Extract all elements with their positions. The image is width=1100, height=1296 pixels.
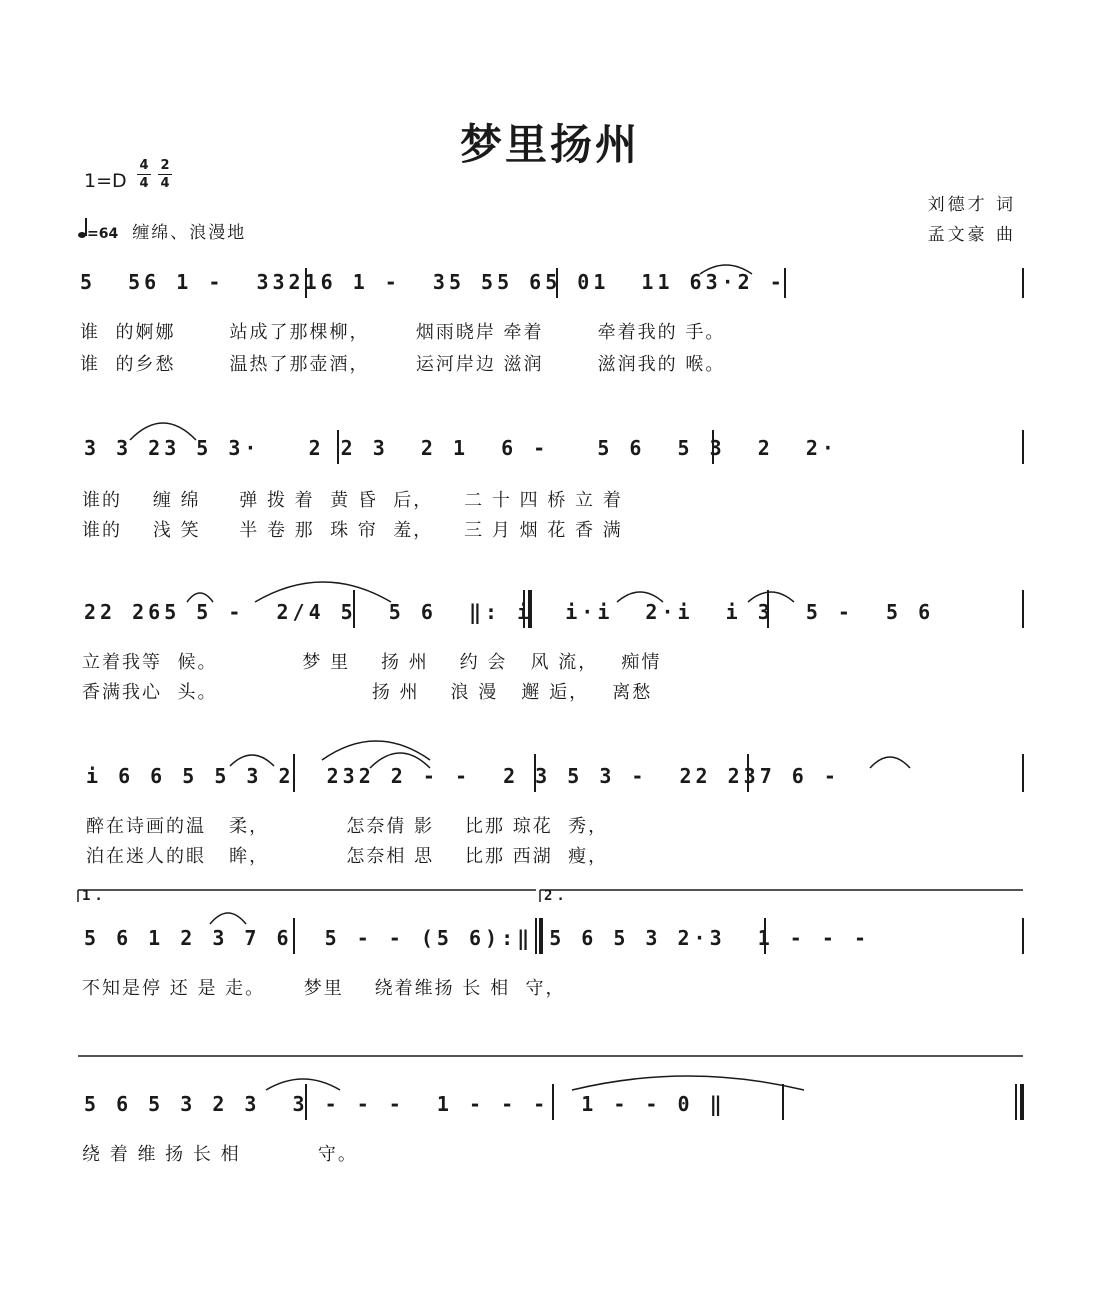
score-system-5 [0,888,1100,998]
lyric-verse-1: 谁的 缠 绵 弹 拨 着 黄 昏 后， 二 十 四 桥 立 着 [82,490,623,511]
notation-line: 5 6 5 3 2 3 3 - - - 1 - - - 1 - - 0 ‖ [84,1092,726,1116]
quarter-note-icon [78,232,86,238]
lyric-verse-1: 绕 着 维 扬 长 相 守。 [82,1144,358,1165]
score-system-2 [0,434,1100,544]
lyric-verse-2: 泊在迷人的眼 眸， 怎奈相 思 比那 西湖 瘦， [86,846,609,867]
score-system-3 [0,598,1100,708]
composer-credit: 孟文豪 曲 [927,225,1016,245]
lyric-verse-2: 谁 的乡愁 温热了那壶酒， 运河岸边 滋润 滋润我的 喉。 [80,354,726,375]
expression-text: 缠绵、浪漫地 [132,223,247,243]
lyric-verse-1: 谁 的婀娜 站成了那棵柳， 烟雨晓岸 牵着 牵着我的 手。 [80,322,726,343]
lyric-verse-2: 谁的 浅 笑 半 卷 那 珠 帘 羞， 三 月 烟 花 香 满 [82,520,623,541]
notation-line: i 6 6 5 5 3 2 232 2 - - 2 3 5 3 - 22 237 6 - [86,764,840,788]
tempo-marking: =64 缠绵、浪漫地 [78,218,246,243]
lyric-verse-1: 不知是停 还 是 走。 梦里 绕着维扬 长 相 守， [82,978,566,999]
time-signature: 4 4 [137,158,151,191]
volta-1-label: 1. [82,888,107,904]
notation-line: 3 3 23 5 3· 2 2 3 2 1 6 - 5 6 5 3 2 2· [84,436,838,460]
score-system-4 [0,762,1100,872]
lyric-verse-1: 醉在诗画的温 柔， 怎奈倩 影 比那 琼花 秀， [86,816,609,837]
notation-line: 22 265 5 - 2/4 5 5 6 ‖: i i·i 2·i i 3 5 - 5 6 [84,600,935,624]
lyric-verse-2: 香满我心 头。 扬 州 浪 漫 邂 逅， 离愁 [82,682,653,703]
lyric-verse-1: 立着我等 候。 梦 里 扬 州 约 会 风 流， 痴情 [82,652,662,673]
notation-line: 5 6 1 2 3 7 6 5 - - (5 6):‖ 5 6 5 3 2·3 1 - - - [84,926,871,950]
score-system-6 [0,1054,1100,1164]
key-signature: 1=D [84,170,127,192]
volta-2-label: 2. [544,888,569,904]
lyricist-credit: 刘德才 词 [927,195,1016,215]
score-system-1 [0,268,1100,378]
notation-line: 5 56 1 - 33216 1 - 35 55 65 01 11 63·2 - [80,270,786,294]
page-title: 梦里扬州 [459,120,640,169]
time-signature: 2 4 [158,158,172,191]
